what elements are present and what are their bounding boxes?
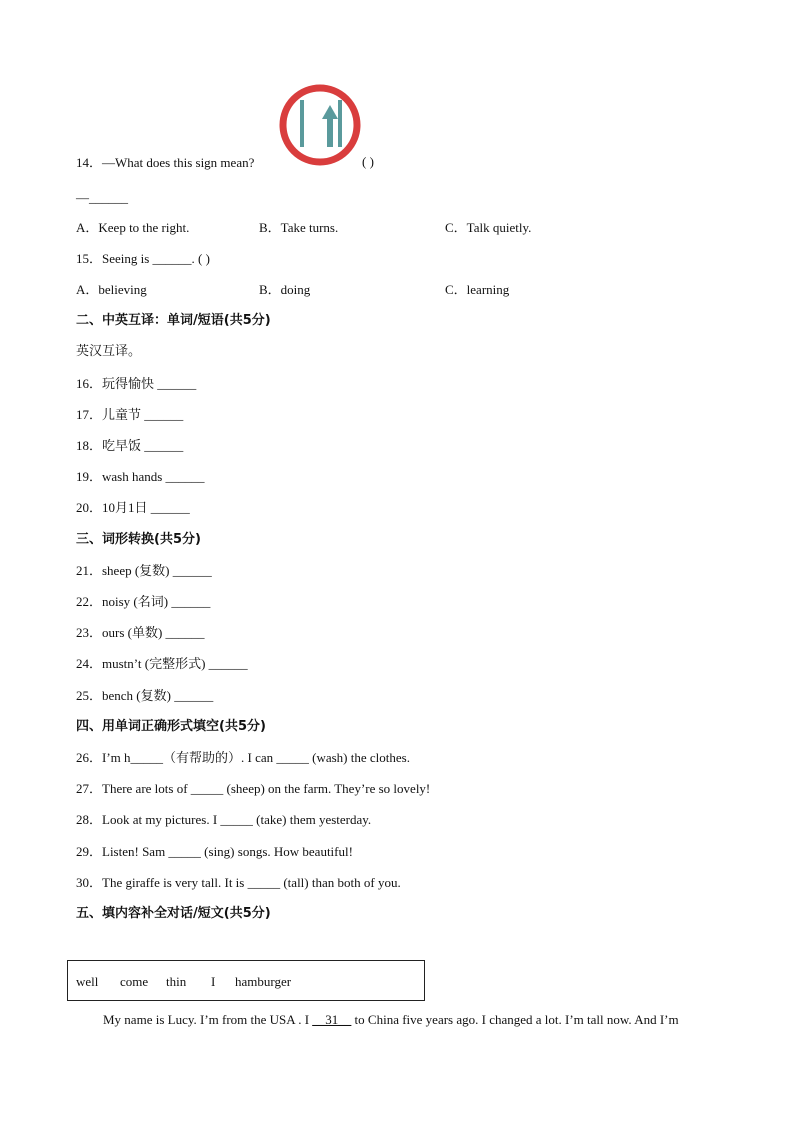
question-15: 15．Seeing is ______. ( ): [76, 251, 210, 266]
question-29: 29．Listen! Sam _____ (sing) songs. How beautiful!: [76, 844, 353, 859]
sign-left-bar: [300, 100, 304, 147]
q15-option-b: B．doing: [259, 282, 311, 297]
blank-31: __31__: [312, 1012, 352, 1027]
question-18: 18．吃早饭 ______: [76, 438, 184, 453]
question-14-answer-line: —______: [76, 190, 128, 205]
question-24: 24．mustn’t (完整形式) ______: [76, 656, 248, 671]
sign-arrow-shaft: [327, 117, 333, 147]
word-bank-word: thin: [166, 974, 187, 989]
question-16: 16．玩得愉快 ______: [76, 376, 197, 391]
q15-option-a: A．believing: [76, 282, 147, 297]
question-17: 17．儿童节 ______: [76, 407, 184, 422]
sign-right-bar: [338, 100, 342, 147]
section-2-instruction: 英汉互译。: [76, 344, 142, 359]
section-4-title: 四、用单词正确形式填空(共5分): [76, 719, 266, 734]
no-overtaking-sign-icon: [278, 83, 362, 167]
word-bank-word: I: [211, 974, 216, 989]
section-3-title: 三、词形转换(共5分): [76, 532, 201, 547]
q14-option-b: B．Take turns.: [259, 220, 339, 235]
question-26: 26．I’m h_____（有帮助的）. I can _____ (wash) the clothes.: [76, 750, 410, 765]
passage-line: [103, 1011, 679, 1029]
question-21: 21．sheep (复数) ______: [76, 563, 212, 578]
word-bank-word: come: [120, 974, 149, 989]
passage-text-after: to China five years ago. I changed a lot. I’m tall now. And I’m: [351, 1012, 679, 1027]
q14-option-c: C．Talk quietly.: [445, 220, 532, 235]
question-25: 25．bench (复数) ______: [76, 688, 214, 703]
word-bank-box: [67, 960, 425, 1001]
q15-option-c: C．learning: [445, 282, 510, 297]
section-2-title: 二、中英互译：单词/短语(共5分): [76, 313, 271, 328]
question-30: 30．The giraffe is very tall. It is _____ (tall) than both of you.: [76, 875, 401, 890]
question-27: 27．There are lots of _____ (sheep) on the farm. They’re so lovely!: [76, 781, 431, 796]
question-20: 20．10月1日 ______: [76, 500, 190, 515]
q14-option-a: A．Keep to the right.: [76, 220, 190, 235]
word-bank-word: well: [76, 974, 99, 989]
question-14-paren: ( ): [362, 154, 374, 169]
word-bank-word: hamburger: [235, 974, 292, 989]
question-28: 28．Look at my pictures. I _____ (take) them yesterday.: [76, 812, 372, 827]
question-23: 23．ours (单数) ______: [76, 625, 205, 640]
sign-ring: [283, 88, 357, 162]
passage-text-before: My name is Lucy. I’m from the USA . I: [103, 1012, 313, 1027]
question-14: 14．—What does this sign mean?: [76, 155, 255, 170]
question-19: 19．wash hands ______: [76, 469, 205, 484]
section-5-title: 五、填内容补全对话/短文(共5分): [76, 906, 271, 921]
question-22: 22．noisy (名词) ______: [76, 594, 211, 609]
